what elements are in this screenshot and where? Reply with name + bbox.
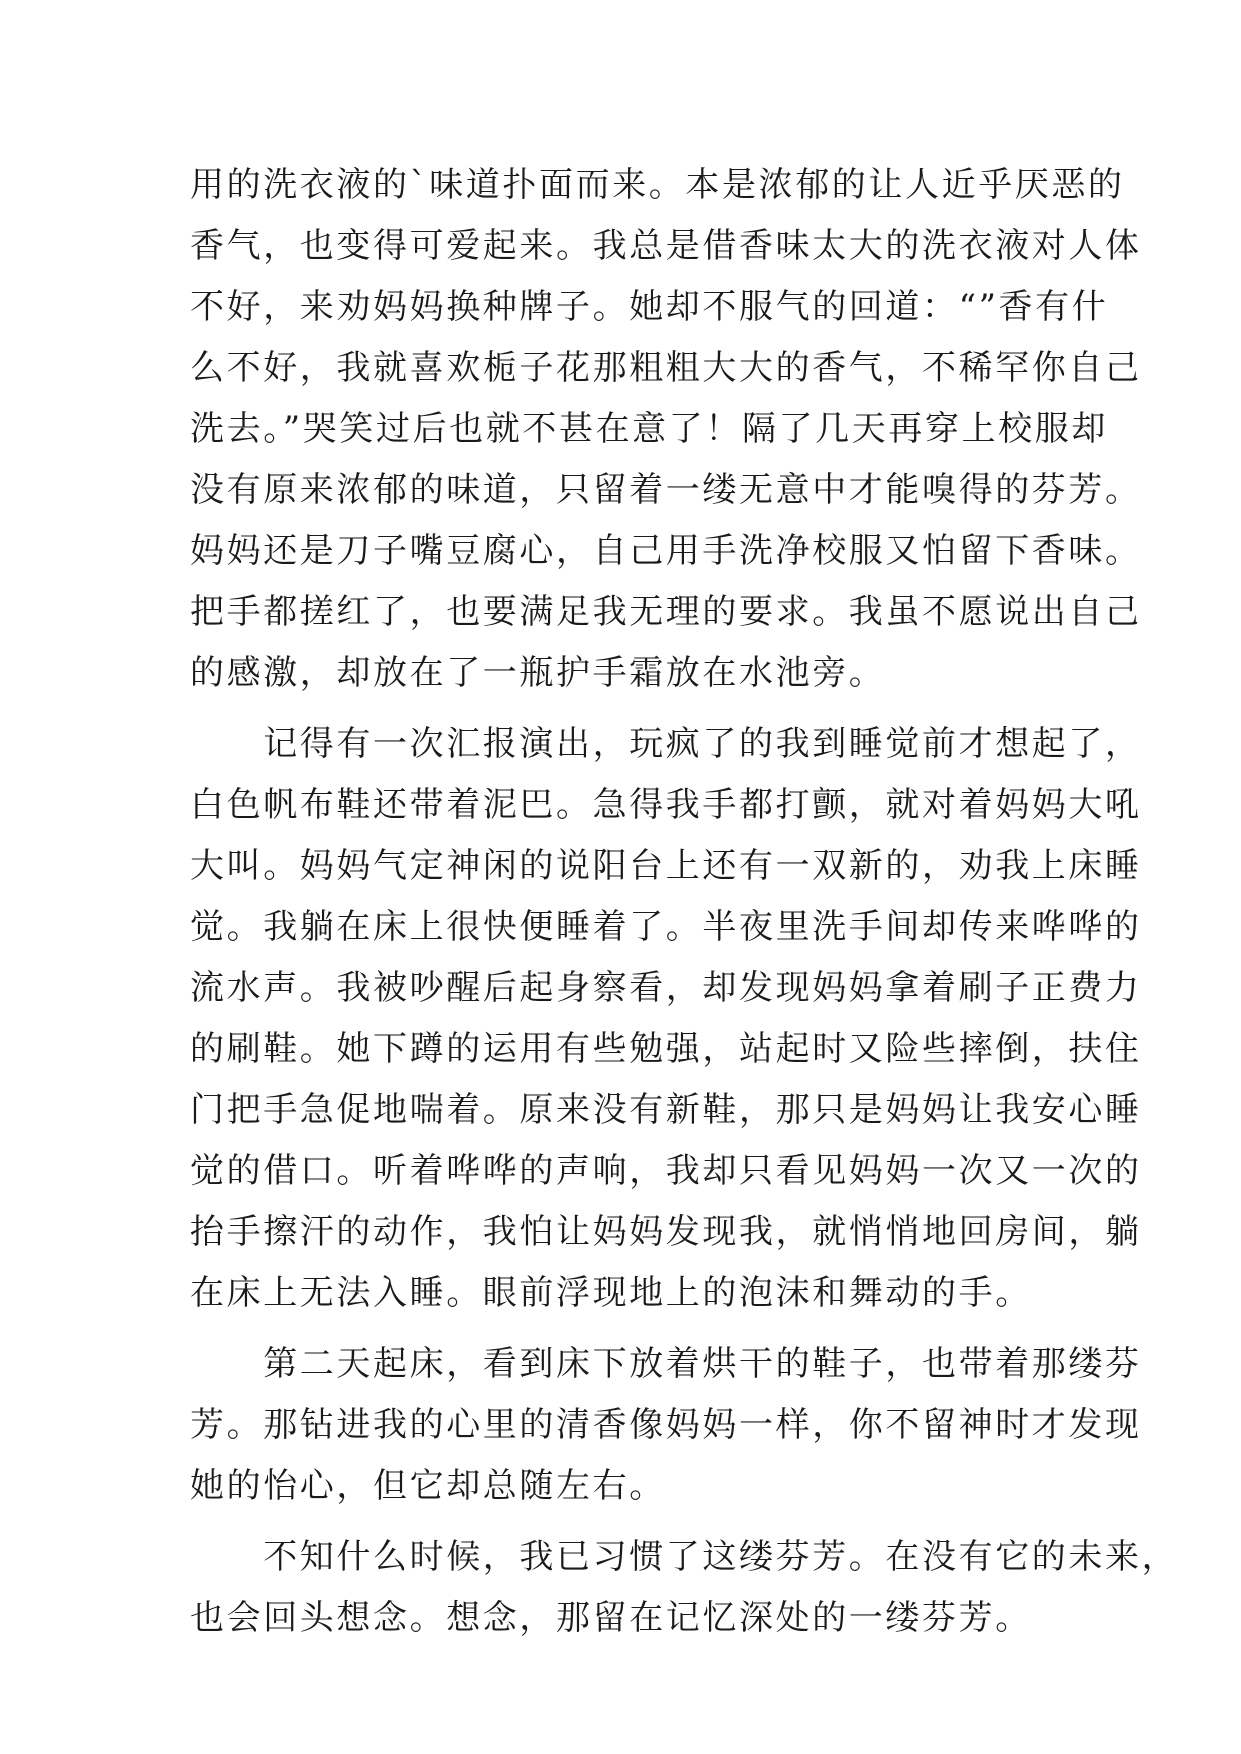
text-line: 在床上无法入睡。眼前浮现地上的泡沫和舞动的手。 <box>190 1273 1032 1313</box>
text-line: 不知什么时候，我已习惯了这缕芬芳。在没有它的未来， <box>190 1537 1179 1577</box>
text-line: 白色帆布鞋还带着泥巴。急得我手都打颤，就对着妈妈大吼 <box>190 785 1142 825</box>
paragraph-spacer <box>190 1324 1070 1334</box>
text-line: 妈妈还是刀子嘴豆腐心，自己用手洗净校服又怕留下香味。 <box>190 531 1142 571</box>
paragraph-spacer <box>190 1517 1070 1527</box>
paragraph-3 <box>190 1334 1142 1517</box>
text-line: 第二天起床，看到床下放着烘干的鞋子，也带着那缕芬 <box>190 1344 1142 1384</box>
text-line: 没有原来浓郁的味道，只留着一缕无意中才能嗅得的芬芳。 <box>190 470 1142 510</box>
text-line: 大叫。妈妈气定神闲的说阳台上还有一双新的，劝我上床睡 <box>190 846 1142 886</box>
text-line: 香气，也变得可爱起来。我总是借香味太大的洗衣液对人体 <box>190 226 1142 266</box>
paragraph-2 <box>190 714 1142 1324</box>
text-line: 抬手擦汗的动作，我怕让妈妈发现我，就悄悄地回房间，躺 <box>190 1212 1142 1252</box>
text-line: 不好，来劝妈妈换种牌子。她却不服气的回道：“”香有什 <box>190 287 1109 327</box>
text-line: 流水声。我被吵醒后起身察看，却发现妈妈拿着刷子正费力 <box>190 968 1142 1008</box>
text-line: 把手都搓红了，也要满足我无理的要求。我虽不愿说出自己 <box>190 592 1142 632</box>
text-line: 的感激，却放在了一瓶护手霜放在水池旁。 <box>190 653 886 693</box>
text-line: 的刷鞋。她下蹲的运用有些勉强，站起时又险些摔倒，扶住 <box>190 1029 1142 1069</box>
document-body <box>190 155 1179 1649</box>
text-line: 洗去。”哭笑过后也就不甚在意了！隔了几天再穿上校服却 <box>190 409 1108 449</box>
text-line: 她的怡心，但它却总随左右。 <box>190 1466 666 1506</box>
text-line: 觉。我躺在床上很快便睡着了。半夜里洗手间却传来哗哗的 <box>190 907 1142 947</box>
paragraph-1 <box>190 155 1142 704</box>
paragraph-spacer <box>190 704 1070 714</box>
text-line: 么不好，我就喜欢栀子花那粗粗大大的香气，不稀罕你自己 <box>190 348 1142 388</box>
text-line: 芳。那钻进我的心里的清香像妈妈一样，你不留神时才发现 <box>190 1405 1142 1445</box>
text-line: 门把手急促地喘着。原来没有新鞋，那只是妈妈让我安心睡 <box>190 1090 1142 1130</box>
text-line: 用的洗衣液的`味道扑面而来。本是浓郁的让人近乎厌恶的 <box>190 165 1125 205</box>
paragraph-4 <box>190 1527 1179 1649</box>
text-line: 也会回头想念。想念，那留在记忆深处的一缕芬芳。 <box>190 1598 1032 1638</box>
text-line: 觉的借口。听着哗哗的声响，我却只看见妈妈一次又一次的 <box>190 1151 1142 1191</box>
text-line: 记得有一次汇报演出，玩疯了的我到睡觉前才想起了， <box>190 724 1142 764</box>
